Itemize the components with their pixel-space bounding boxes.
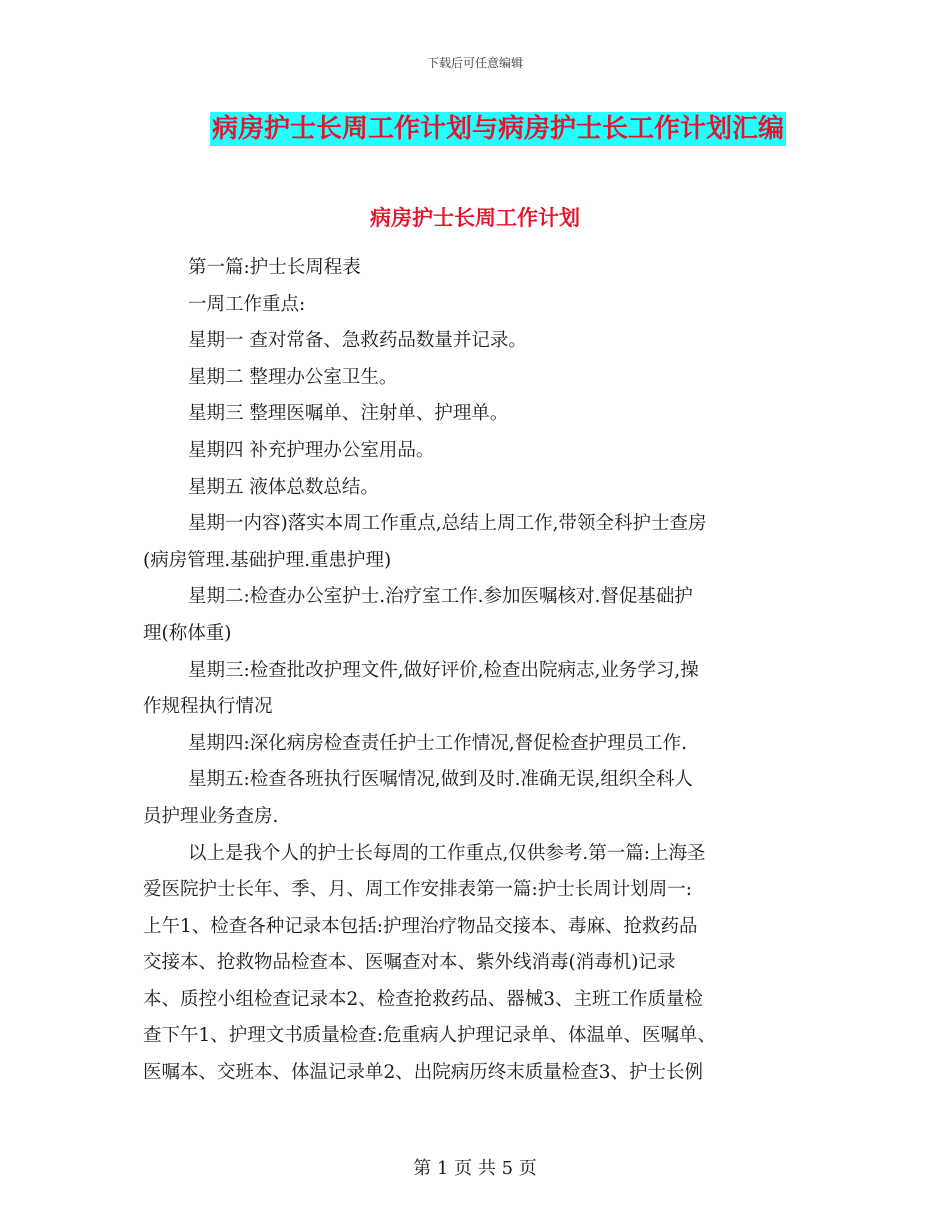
body-text [143,250,823,1092]
paragraph-line: 上午1、检查各种记录本包括:护理治疗物品交接本、毒麻、抢救药品 [143,915,698,937]
paragraph-line: 医嘱本、交班本、体温记录单2、出院病历终末质量检查3、护士长例 [143,1062,704,1084]
document-title-block [0,112,950,146]
document-title: 病房护士长周工作计划与病房护士长工作计划汇编 [211,114,784,144]
paragraph-line: 星期三:检查批改护理文件,做好评价,检查出院病志,业务学习,操 [188,659,699,681]
paragraph-line: 查下午1、护理文书质量检查:危重病人护理记录单、体温单、医嘱单、 [143,1025,717,1047]
paragraph-line: 交接本、抢救物品检查本、医嘱查对本、紫外线消毒(消毒机)记录 [143,952,676,974]
paragraph-line: 第一篇:护士长周程表 [188,257,361,278]
paragraph-line: 星期一内容)落实本周工作重点,总结上周工作,带领全科护士查房 [188,513,707,535]
paragraph-line: 星期五:检查各班执行医嘱情况,做到及时.准确无误,组织全科人 [188,769,693,791]
section-title: 病房护士长周工作计划 [370,205,580,230]
paragraph-line: 星期五 液体总数总结。 [188,476,379,498]
page-footer: 第 1 页 共 5 页 [413,1158,537,1179]
paragraph-line: 星期四 补充护理办公室用品。 [188,439,435,461]
paragraph-line: 爱医院护士长年、季、月、周工作安排表第一篇:护士长周计划周一: [143,879,692,901]
paragraph-line: 星期二:检查办公室护士.治疗室工作.参加医嘱核对.督促基础护 [188,586,693,608]
paragraph-line: 以上是我个人的护士长每周的工作重点,仅供参考.第一篇:上海圣 [188,842,706,864]
paragraph-line: 星期四:深化病房检查责任护士工作情况,督促检查护理员工作. [188,732,687,754]
paragraph-line: 一周工作重点: [188,293,306,315]
paragraph-line: 员护理业务查房. [143,805,279,827]
paragraph-line: 星期二 整理办公室卫生。 [188,366,398,388]
paragraph-line: 作规程执行情况 [143,696,273,718]
paragraph-line: (病房管理.基础护理.重患护理) [143,549,392,571]
paragraph-line: 理(称体重) [143,622,232,644]
paragraph-line: 本、质控小组检查记录本2、检查抢救药品、器械3、主班工作质量检 [143,988,704,1010]
paragraph-line: 星期三 整理医嘱单、注射单、护理单。 [188,403,509,425]
header-note: 下载后可任意编辑 [426,56,523,70]
paragraph-line: 星期一 查对常备、急救药品数量并记录。 [188,330,527,352]
